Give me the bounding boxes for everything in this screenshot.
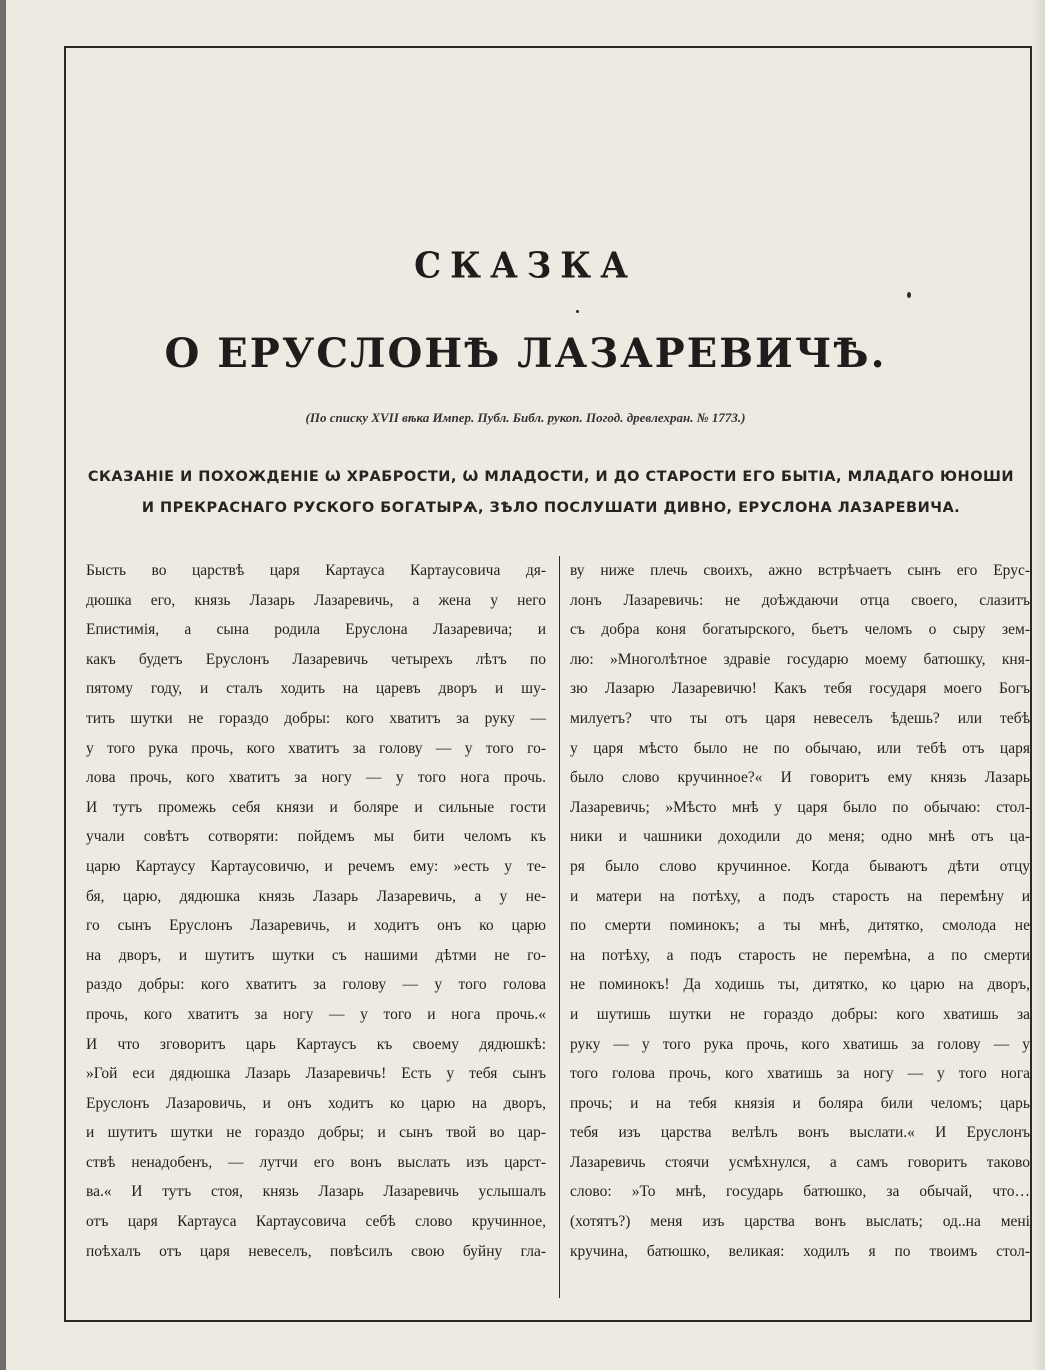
text-line: слово: »То мнѣ, государь батюшко, за обычай, что… xyxy=(570,1183,1030,1201)
text-line: ствѣ ненадобенъ, — лутчи его вонъ выслать изъ царст- xyxy=(86,1153,546,1171)
text-line: Епистимія, а сына родила Еруслона Лазаревича; и xyxy=(86,621,546,639)
text-line: зю Лазарю Лазаревичю! Какъ тебя государя моего Богъ xyxy=(570,680,1030,698)
text-line: было слово кручинное?« И говоритъ ему князь Лазарь xyxy=(570,769,1030,787)
text-line: кручина, батюшко, великая: ходилъ я по твоимъ стол- xyxy=(570,1242,1030,1260)
title-line-1: СКАЗКА xyxy=(414,245,637,287)
text-line: съ добра коня богатырского, бьетъ челомъ о сыру зем- xyxy=(570,621,1030,639)
text-line: Еруслонъ Лазаровичь, и онъ ходитъ ко царю на дворъ, xyxy=(86,1094,546,1112)
text-line: И что зговоритъ царь Картаусъ къ своему дядюшкѣ: xyxy=(86,1035,546,1053)
text-line: не поминокъ! Да ходишь ты, дитятко, ко царю на дворъ, xyxy=(570,976,1030,994)
text-line: »Гой еси дядюшка Лазарь Лазаревичь! Есть у тебя сынъ xyxy=(86,1065,546,1083)
text-line: учали совѣтъ сотворяти: пойдемъ мы бити челомъ къ xyxy=(86,828,546,846)
text-line: какъ будетъ Еруслонъ Лазаревичь четырехъ лѣтъ по xyxy=(86,650,546,668)
text-line: ря было слово кручинное. Когда бываютъ дѣти отцу xyxy=(570,857,1030,875)
text-line: царю Картаусу Картаусовичю, и речемъ ему: »есть у те- xyxy=(86,857,546,875)
subtitle: СКАЗАНІЕ И ПОХОЖДЕНІЕ Ѡ ХРАБРОСТИ, Ѡ МЛАДОСТИ, И ДО СТАРОСТИ ЕГО БЫТІА, МЛАДАГО ЮНОШИ И ПРЕКРАСНАГО РУСКОГО БОГАТЫРѦ, ЗѢЛО ПОСЛУШАТИ ДИВНО, ЕРУСЛОНА ЛАЗАРЕВИЧА. xyxy=(87,469,1015,516)
text-line: руку — у того рука прочь, кого хватишь за голову — у xyxy=(570,1035,1030,1053)
text-line: поѣхалъ отъ царя невеселъ, повѣсилъ свою буйну гла- xyxy=(86,1242,546,1260)
text-line: у царя мѣсто было не по обычаю, или тебѣ отъ царя xyxy=(570,739,1030,757)
text-line: и матери на потѣху, а подъ старость на перемѣну и xyxy=(570,887,1030,905)
text-line: лю: »Многолѣтное здравіе государю моему батюшку, кня- xyxy=(570,650,1030,668)
text-line: лова прочь, кого хватитъ за ногу — у того нога прочь. xyxy=(86,769,546,787)
column-divider xyxy=(559,556,560,1298)
text-line: и шутишь шутки не гораздо добры: кого хватишь за xyxy=(570,1005,1030,1023)
book-page xyxy=(6,0,1045,1370)
text-line: на дворъ, и шутитъ шутки съ нашими дѣтми не го- xyxy=(86,946,546,964)
text-line: на потѣху, а подъ старость не перемѣна, а по смерти xyxy=(570,946,1030,964)
text-line: по смерти поминокъ; а ты мнѣ, дитятко, смолода не xyxy=(570,917,1030,935)
text-line: пятому году, и сталъ ходить на царевъ дворъ и шу- xyxy=(86,680,546,698)
text-line: тебя изъ царства велѣлъ вонъ выслати.« И Еруслонъ xyxy=(570,1124,1030,1142)
print-speck xyxy=(907,292,911,298)
text-line: прочь, кого хватитъ за ногу — у того и нога прочь.« xyxy=(86,1005,546,1023)
text-line: Лазаревичь; »Мѣсто мнѣ у царя было по обычаю: стол- xyxy=(570,798,1030,816)
text-line: Бысть во царствѣ царя Картауса Картаусовича дя- xyxy=(86,562,546,579)
text-line: и шутитъ шутки не гораздо добры; и сынъ твой во цар- xyxy=(86,1124,546,1142)
text-line: у того рука прочь, кого хватитъ за голову — у того го- xyxy=(86,739,546,757)
text-line: ва.« И тутъ стоя, князь Лазарь Лазаревичь услышалъ xyxy=(86,1183,546,1201)
title-line-2: О ЕРУСЛОНѢ ЛАЗАРЕВИЧѢ. xyxy=(164,330,887,377)
text-line: бя, царю, дядюшка князь Лазарь Лазаревичь, а у не- xyxy=(86,887,546,905)
text-line: прочь; и на тебя князія и боляра били челомъ; царь xyxy=(570,1094,1030,1112)
text-line: (хотятъ?) меня изъ царства вонъ выслать; од..на мені xyxy=(570,1213,1030,1231)
text-line: отъ царя Картауса Картаусовича себѣ слово кручинное, xyxy=(86,1213,546,1231)
text-line: лонъ Лазаревичь: не доѣждаючи отца своего, слазитъ xyxy=(570,591,1030,609)
text-line: го сынъ Еруслонъ Лазаревичь, и ходитъ онъ ко царю xyxy=(86,917,546,935)
right-column xyxy=(570,556,1030,1266)
source-note: (По списку XVII вѣка Импер. Публ. Библ. рукоп. Погод. древлехран. № 1773.) xyxy=(305,410,746,425)
text-line: того голова прочь, кого хватишь за ногу — у того нога xyxy=(570,1065,1030,1083)
text-line: Лазаревичь стоячи усмѣхнулся, а самъ говоритъ таково xyxy=(570,1153,1030,1171)
text-line: дюшка его, князь Лазарь Лазаревичь, а жена у него xyxy=(86,591,546,609)
text-line: тить шутки не гораздо добры: кого хватитъ за руку — xyxy=(86,709,546,727)
text-line: ники и чашники доходили до меня; одно мнѣ отъ ца- xyxy=(570,828,1030,846)
print-speck xyxy=(576,310,579,313)
text-line: ву ниже плечь своихъ, ажно встрѣчаетъ сынъ его Ерус- xyxy=(570,562,1030,579)
text-line: раздо добры: кого хватитъ за голову — у того голова xyxy=(86,976,546,994)
text-line: И тутъ промежь себя князи и боляре и сильные гости xyxy=(86,798,546,816)
text-line: милуетъ? что ты отъ царя невеселъ ѣдешь? или тебѣ xyxy=(570,709,1030,727)
left-column xyxy=(86,556,546,1266)
